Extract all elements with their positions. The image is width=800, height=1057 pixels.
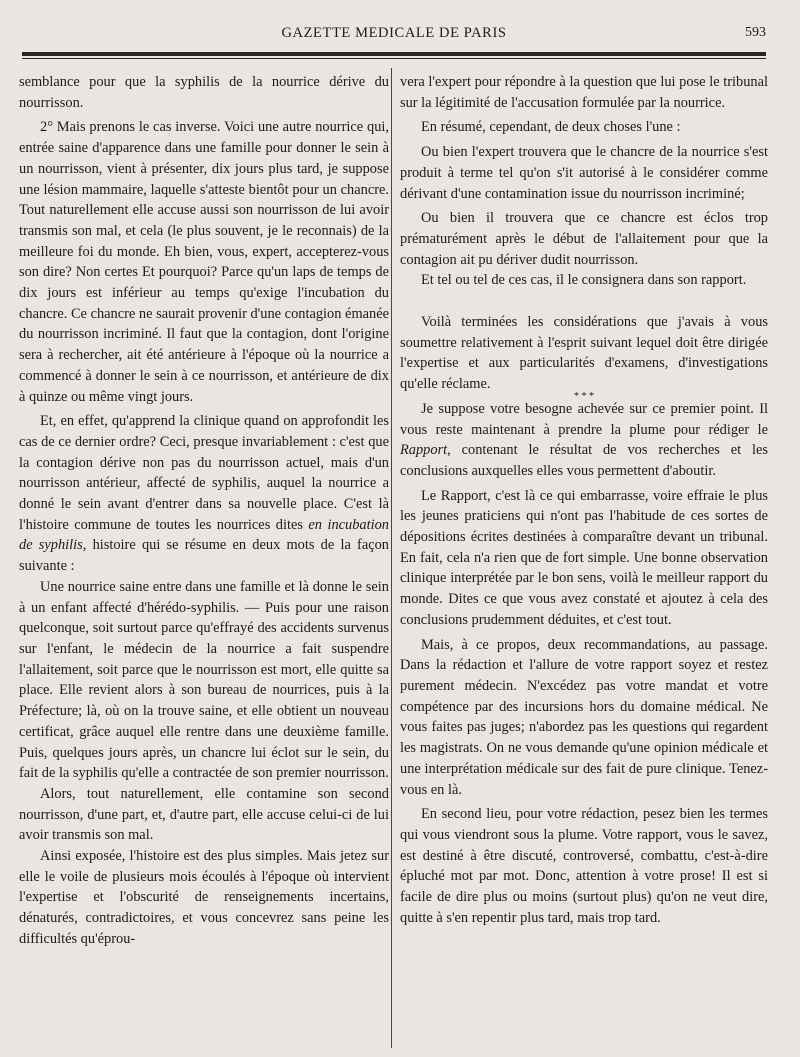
paragraph [19,411,389,577]
paragraph-text: , contenant le résultat de vos recherches et les conclusions auxquelles elles vous permettent d'aboutir. [400,442,768,479]
paragraph: Alors, tout naturellement, elle contamine son second nourrisson, d'une part, et, d'autre part, elle accuse celui-ci de lui avoir transmis son mal. [19,785,389,844]
emphasis: en incubation de syphilis [19,516,390,554]
emphasis: Rapport [400,442,448,459]
header-rule-thick [22,52,766,56]
paragraph-text: , histoire qui se résume en deux mots de la façon suivante : [19,537,389,575]
column-divider [391,68,392,1048]
left-column [19,72,389,950]
paragraph: Ou bien il trouvera que ce chancre est éclos trop prématurément après le début de l'allaitement pour que la contagion ait pu dériver dudit nourrisson. [400,210,768,268]
paragraph: Ainsi exposée, l'histoire est des plus simples. Mais jetez sur elle le voile de plusieurs mois écoulés à l'époque où intervient l'expertise et l'obscurité de renseignements incertains, dénaturés, contradictoires, et vous concevrez sans peine les difficultés qu'éprou- [19,848,389,947]
page-header [22,22,766,46]
right-column [400,72,768,928]
paragraph: 2° Mais prenons le cas inverse. Voici une autre nourrice qui, entrée saine d'apparence dans une famille pour donner le sein à un nourrisson, vient à présenter, dix jours plus tard, je suppose une lésion mammaire, laquelle s'atteste bientôt pour un chancre. Tout naturellement elle accuse aussi son nourrisson de lui avoir transmis son mal, et cela (le plus souvent, je le reconnais) de la meilleure foi du monde. Eh bien, vous, expert, accepterez-vous son dire? Non certes Et pourquoi? Parce qu'un laps de temps de dix jours est inférieur au temps qu'exige l'incubation du chancre. Ce chancre ne saurait provenir d'une contagion émanée du nourrisson incriminé. Il faut que la contagion, dont l'origine sera à rechercher, ait été antérieure à l'époque où la nourrice a commencé à donner le sein à ce nourrisson, et antérieure de dix à quinze ou même vingt jours. [19,119,389,405]
paragraph: Voilà terminées les considérations que j'avais à vous soumettre relativement à l'esprit suivant lequel doit être dirigée l'expertise et aux particularités d'examens, d'investigations qu'elle réclame. [400,314,768,393]
paragraph: Le Rapport, c'est là ce qui embarrasse, voire effraie le plus les jeunes praticiens qui n'ont pas l'habitude de ces sortes de dépositions écrites destinées à comparaître devant un tribunal. En fait, cela n'a rien que de fort simple. Une bonne observation clinique interprétée par le bon sens, voilà le meilleur rapport du monde. Dites ce que vous avez constaté et ajoutez à cela des conclusions prudemment déduites, et c'est tout. [400,487,768,628]
paragraph: Et tel ou tel de ces cas, il le consignera dans son rapport. [421,272,747,289]
section-separator: * * * [574,390,594,402]
page-number: 593 [745,25,766,40]
paragraph: Ou bien l'expert trouvera que le chancre de la nourrice s'est produit à terme tel qu'on s'it autorisé à le considérer comme dérivant d'une contamination issue du nourrisson incriminé; [400,144,768,202]
paragraph [400,399,768,482]
header-rule-thin [22,58,766,59]
paragraph-text: Et, en effet, qu'apprend la clinique quand on approfondit les cas de ce dernier ordre? Ceci, presque invariablement : c'est que la contagion dérive non pas du nourrisson actuel, mais d'un nourrisson antérieur, affecté de syphilis, auquel la nourrice a donné le sein avant d'entrer dans sa nouvelle place. C'est là l'histoire commune de toutes les nourrices dites [19,413,389,533]
paragraph: vera l'expert pour répondre à la question que lui pose le tribunal sur la légitimité de l'accusation formulée par la nourrice. [400,74,768,111]
journal-title: GAZETTE MEDICALE DE PARIS [281,25,507,41]
paragraph: En résumé, cependant, de deux choses l'une : [421,119,681,136]
paragraph: Une nourrice saine entre dans une famille et là donne le sein à un enfant affecté d'hérédo-syphilis. — Puis pour une raison quelconque, soit surtout parce qu'effrayé des accidents survenus sur l'enfant, le médecin de la nourrice a fait suspendre l'allaitement, soit parce que le nourrisson est mort, elle quitte sa place. Elle revient alors à son bureau de nourrices, puis à la Préfecture; là, où on la trouve saine, et elle obtient un nouveau certificat, grâce auquel elle rentre dans une deuxième famille. Puis, quelques jours après, un chancre lui éclot sur le sein, du fait de la syphilis qu'elle a contractée de son premier nourrisson. [19,578,389,782]
paragraph-text: Je suppose votre besogne achevée sur ce premier point. Il vous reste maintenant à prendre la plume pour rédiger le [400,400,768,438]
paragraph: semblance pour que la syphilis de la nourrice dérive du nourrisson. [19,74,389,111]
paragraph: Mais, à ce propos, deux recommandations, au passage. Dans la rédaction et l'allure de votre rapport soyez et restez purement médecin. N'excédez pas votre mandat et votre compétence par des incursions hors du domaine médical. Ne vous faites pas juges; n'abordez pas les questions qui regardent les magistrats. On ne vous demande qu'une opinion médicale et une interprétation médicale sur des fait de pure clinique. Tenez-vous en là. [400,636,768,798]
paragraph: En second lieu, pour votre rédaction, pesez bien les termes qui vous viendront sous la plume. Votre rapport, vous le savez, est destiné à être discuté, controversé, combattu, c'est-à-dire épluché mot par mot. Donc, attention à votre prose! Il est si facile de dire plus ou moins (surtout plus) qu'on ne veut dire, quitte à s'en repentir plus tard, mais trop tard. [400,806,768,926]
